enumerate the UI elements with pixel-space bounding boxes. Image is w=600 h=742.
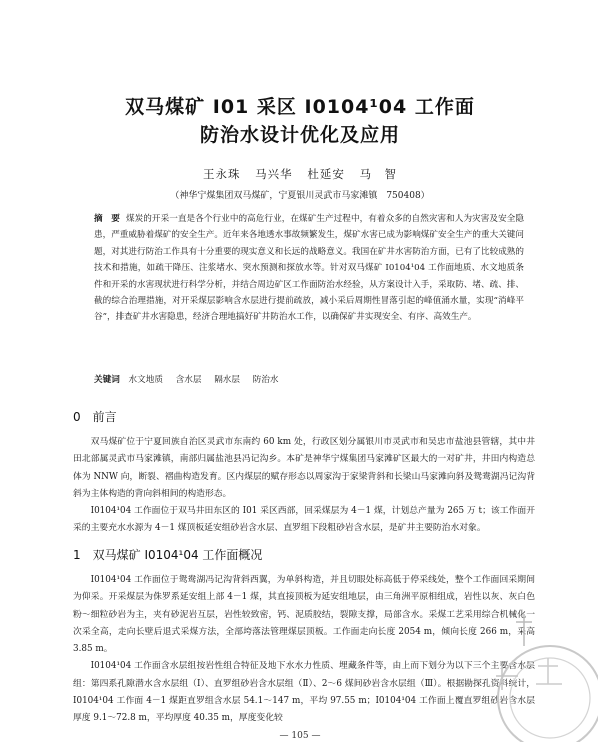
library-stamp-watermark [488,606,598,742]
section-0-body [73,434,535,538]
stamp-mark [488,606,598,742]
paper-title-line-1: 双马煤矿 I01 采区 I0104¹04 工作面 [125,96,475,118]
keyword: 防治水 [252,375,279,385]
paragraph: 双马煤矿位于宁夏回族自治区灵武市东南约 60 km 处，行政区划分属银川市灵武市和吴忠市盐池县管辖，其中井田北部属灵武市马家滩镇，南部归属盐池县冯记沟乡。本矿是神华宁煤集团马家滩矿区最大的一对矿井，井田内构造总体为 NNW 向，断裂、褶曲构造发育。区内煤层的赋存形态以周家沟于家梁背斜和长梁山马家滩向斜及鸳鸯湖冯记沟背斜为主体构造的背向斜相间的构造形态。 [73,437,535,499]
keywords [94,373,524,387]
abstract-text: 煤炭的开采一直是各个行业中的高危行业，在煤矿生产过程中，有着众多的自然灾害和人为灾害及安全隐患，严重威胁着煤矿的安全生产。近年来各地透水事故频繁发生，煤矿水害已成为影响煤矿安全生产的重大关键问题，对其进行防治工作具有十分重要的现实意义和长远的战略意义。我国在矿井水害防治方面，已有了比较成熟的技术和措施，如疏干降压、注浆堵水、突水预测和探放水等。针对双马煤矿 I0104¹04 工作面地质、水文地质条件和开采的水害现状进行科学分析，并结合周边矿区工作面防治水经验，从方案设计入手，采取防、堵、疏、排、截的综合治理措施，对开采煤层影响含水层进行提前疏放，减小采后周期性冒落引起的峰值涌水量，实现“消峰平谷”，排查矿井水害隐患，经济合理地搞好矿井防治水工作，以确保矿井实现安全、有序、高效生产。 [94,214,524,323]
keywords-label: 关键词 [94,375,120,385]
section-heading-0 [73,408,117,425]
section-number: 1 [73,548,81,562]
paper-title-line-2: 防治水设计优化及应用 [199,124,400,146]
author-name: 马兴华 [255,167,293,181]
keyword: 含水层 [175,375,202,385]
author-name: 杜延安 [307,167,345,181]
paragraph: I0104¹04 工作面含水层组按岩性组合特征及地下水水力性质、埋藏条件等，由上而下划分为以下三个主要含水层组：第四系孔隙潜水含水层组（Ⅰ）、直罗组砂岩含水层组（Ⅱ）、2～6 煤间砂岩含水层组（Ⅲ）。根据勘探孔资料统计，I0104¹04 工作面 4－1 煤距直罗组含水层 54.1～147 m，平均 97.55 m；I0104¹04 工作面上覆直罗组砂岩含水层厚度 9.1～72.8 m，平均厚度 40.35 m，厚度变化较 [73,661,535,724]
author-list [0,166,600,182]
abstract-label: 摘 要 [94,214,120,224]
keyword: 隔水层 [214,375,240,385]
author-affiliation: （神华宁煤集团双马煤矿，宁夏银川灵武市马家滩镇 750408） [170,191,430,201]
section-title: 双马煤矿 I0104¹04 工作面概况 [92,548,263,562]
keyword: 水文地质 [128,375,163,385]
author-name: 马 智 [359,167,397,181]
section-title: 前言 [92,410,117,424]
paragraph: I0104¹04 工作面位于双马井田东区的 I01 采区西部，回采煤层为 4－1 煤，计划总产量为 265 万 t；该工作面开采的主要充水水源为 4－1 煤顶板延安组砂岩含水层、直罗组下段粗砂岩含水层，是矿井主要防治水对象。 [73,506,535,534]
paragraph: I0104¹04 工作面位于鸳鸯湖冯记沟背斜西翼，为单斜构造，并且切眼处标高低于停采线处，整个工作面回采期间为仰采。开采煤层为侏罗系延安组上部 4－1 煤，其直接顶板为延安组地层，由三角洲平原相组成，岩性以灰、灰白色粉～细粒砂岩为主，夹有砂泥岩互层，岩性较致密，钙、泥质胶结，裂隙支撑，局部含水。采煤工艺采用综合机械化一次采全高，走向长壁后退式采煤方法，全部垮落法管理煤层顶板。工作面走向长度 2054 m，倾向长度 266 m，采高 3.85 m。 [73,575,535,655]
section-1-body [73,572,535,728]
section-heading-1 [73,546,262,563]
abstract [94,211,524,326]
page-number: — 105 — [279,731,321,741]
author-name: 王永珠 [203,167,241,181]
section-number: 0 [73,410,81,424]
